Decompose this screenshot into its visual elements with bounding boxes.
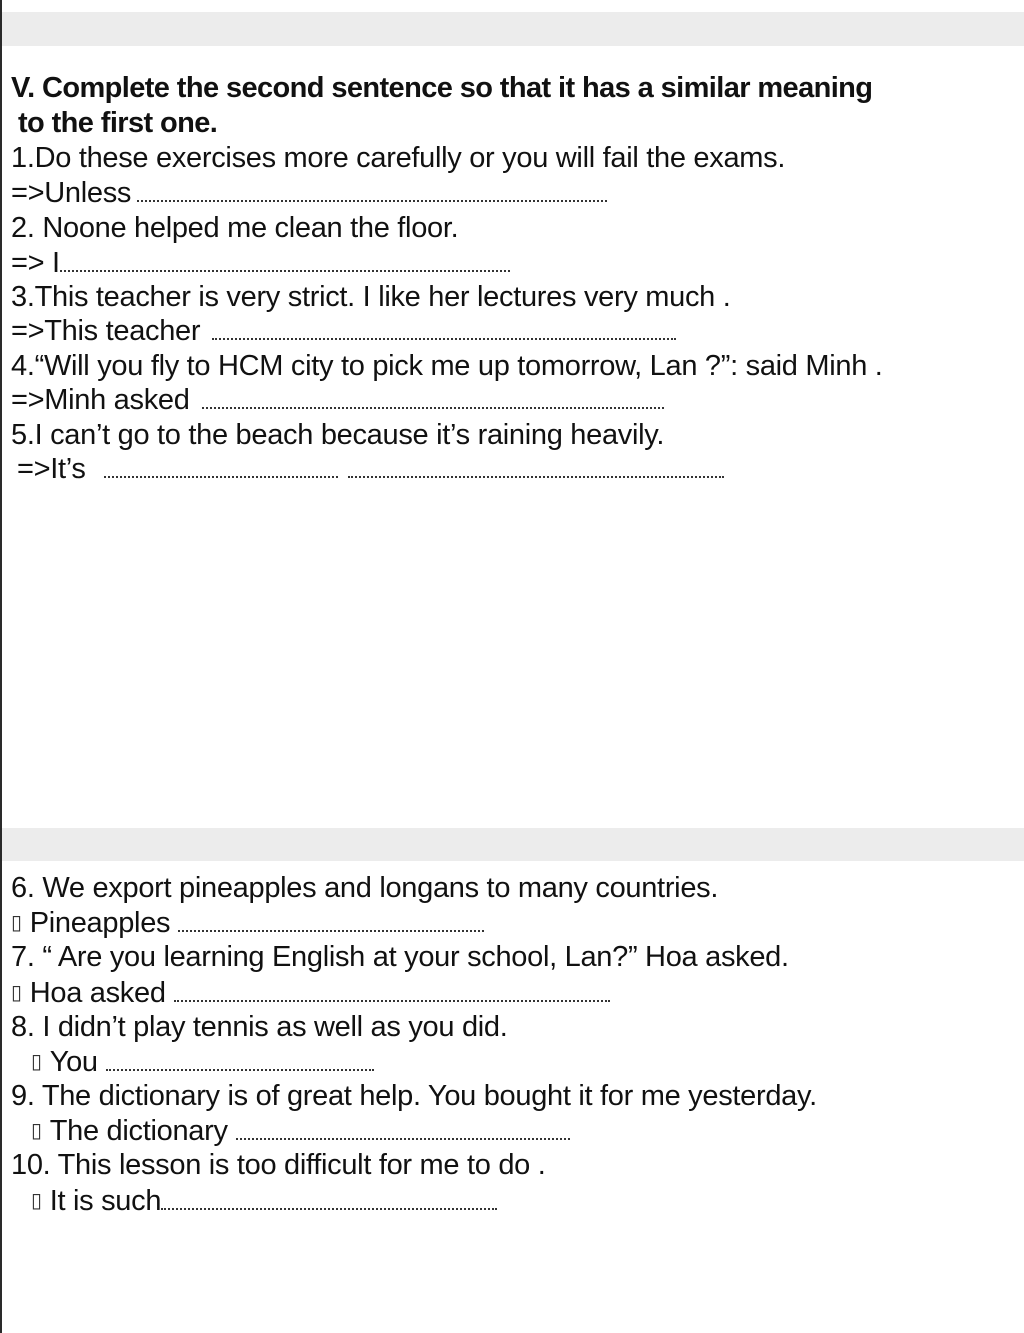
left-border (0, 0, 2, 1333)
answer-line-2 (11, 246, 510, 280)
top-separator-band (2, 12, 1024, 46)
answer-blank-5b[interactable] (348, 472, 724, 478)
exercise-title-continued: to the first one. (18, 107, 218, 139)
answer-prompt-4: =>Minh asked (11, 384, 190, 416)
answer-marker-6: ▯ (11, 910, 22, 934)
answer-blank-5a[interactable] (104, 472, 338, 478)
answer-prompt-8: You (49, 1046, 98, 1078)
question-10: 10. This lesson is too difficult for me to do . (11, 1149, 546, 1181)
answer-prompt-10: It is such (49, 1185, 162, 1217)
question-2: 2. Noone helped me clean the floor. (11, 212, 459, 244)
answer-line-6 (11, 905, 484, 940)
question-8: 8. I didn’t play tennis as well as you did. (11, 1011, 508, 1043)
answer-prompt-3: =>This teacher (11, 315, 201, 347)
answer-prompt-2: => I (11, 247, 60, 279)
answer-prompt-6: Pineapples (29, 907, 171, 939)
answer-blank-9[interactable] (236, 1134, 570, 1140)
answer-blank-2[interactable] (60, 266, 510, 272)
exercise-title: V. Complete the second sentence so that it has a similar meaning (11, 72, 873, 104)
middle-separator-band (2, 828, 1024, 861)
answer-blank-4[interactable] (202, 403, 664, 409)
question-7: 7. “ Are you learning English at your school, Lan?” Hoa asked. (11, 941, 789, 973)
answer-prompt-9: The dictionary (49, 1115, 228, 1147)
question-4: 4.“Will you fly to HCM city to pick me up tomorrow, Lan ?”: said Minh . (11, 350, 883, 382)
answer-blank-8[interactable] (106, 1065, 374, 1071)
answer-line-10 (31, 1183, 497, 1218)
answer-prompt-1: =>Unless (11, 177, 132, 209)
answer-line-8 (31, 1044, 374, 1079)
answer-prompt-7: Hoa asked (29, 977, 166, 1009)
answer-blank-7[interactable] (174, 996, 610, 1002)
answer-marker-10: ▯ (31, 1188, 42, 1212)
answer-line-7 (11, 975, 610, 1010)
answer-blank-10[interactable] (161, 1204, 497, 1210)
question-6: 6. We export pineapples and longans to many countries. (11, 872, 719, 904)
answer-line-1 (11, 176, 607, 210)
answer-marker-8: ▯ (31, 1049, 42, 1073)
question-5: 5.I can’t go to the beach because it’s raining heavily. (11, 419, 665, 451)
answer-prompt-5: =>It’s (17, 453, 86, 485)
answer-line-3 (11, 314, 676, 348)
question-1: 1.Do these exercises more carefully or you will fail the exams. (11, 142, 786, 174)
answer-marker-7: ▯ (11, 980, 22, 1004)
answer-line-9 (31, 1113, 570, 1148)
answer-blank-3[interactable] (212, 334, 676, 340)
question-3: 3.This teacher is very strict. I like her lectures very much . (11, 281, 731, 313)
answer-line-4 (11, 383, 664, 417)
answer-blank-6[interactable] (178, 926, 484, 932)
question-9: 9. The dictionary is of great help. You bought it for me yesterday. (11, 1080, 817, 1112)
answer-marker-9: ▯ (31, 1118, 42, 1142)
answer-line-5 (17, 452, 724, 486)
answer-blank-1[interactable] (137, 196, 607, 202)
